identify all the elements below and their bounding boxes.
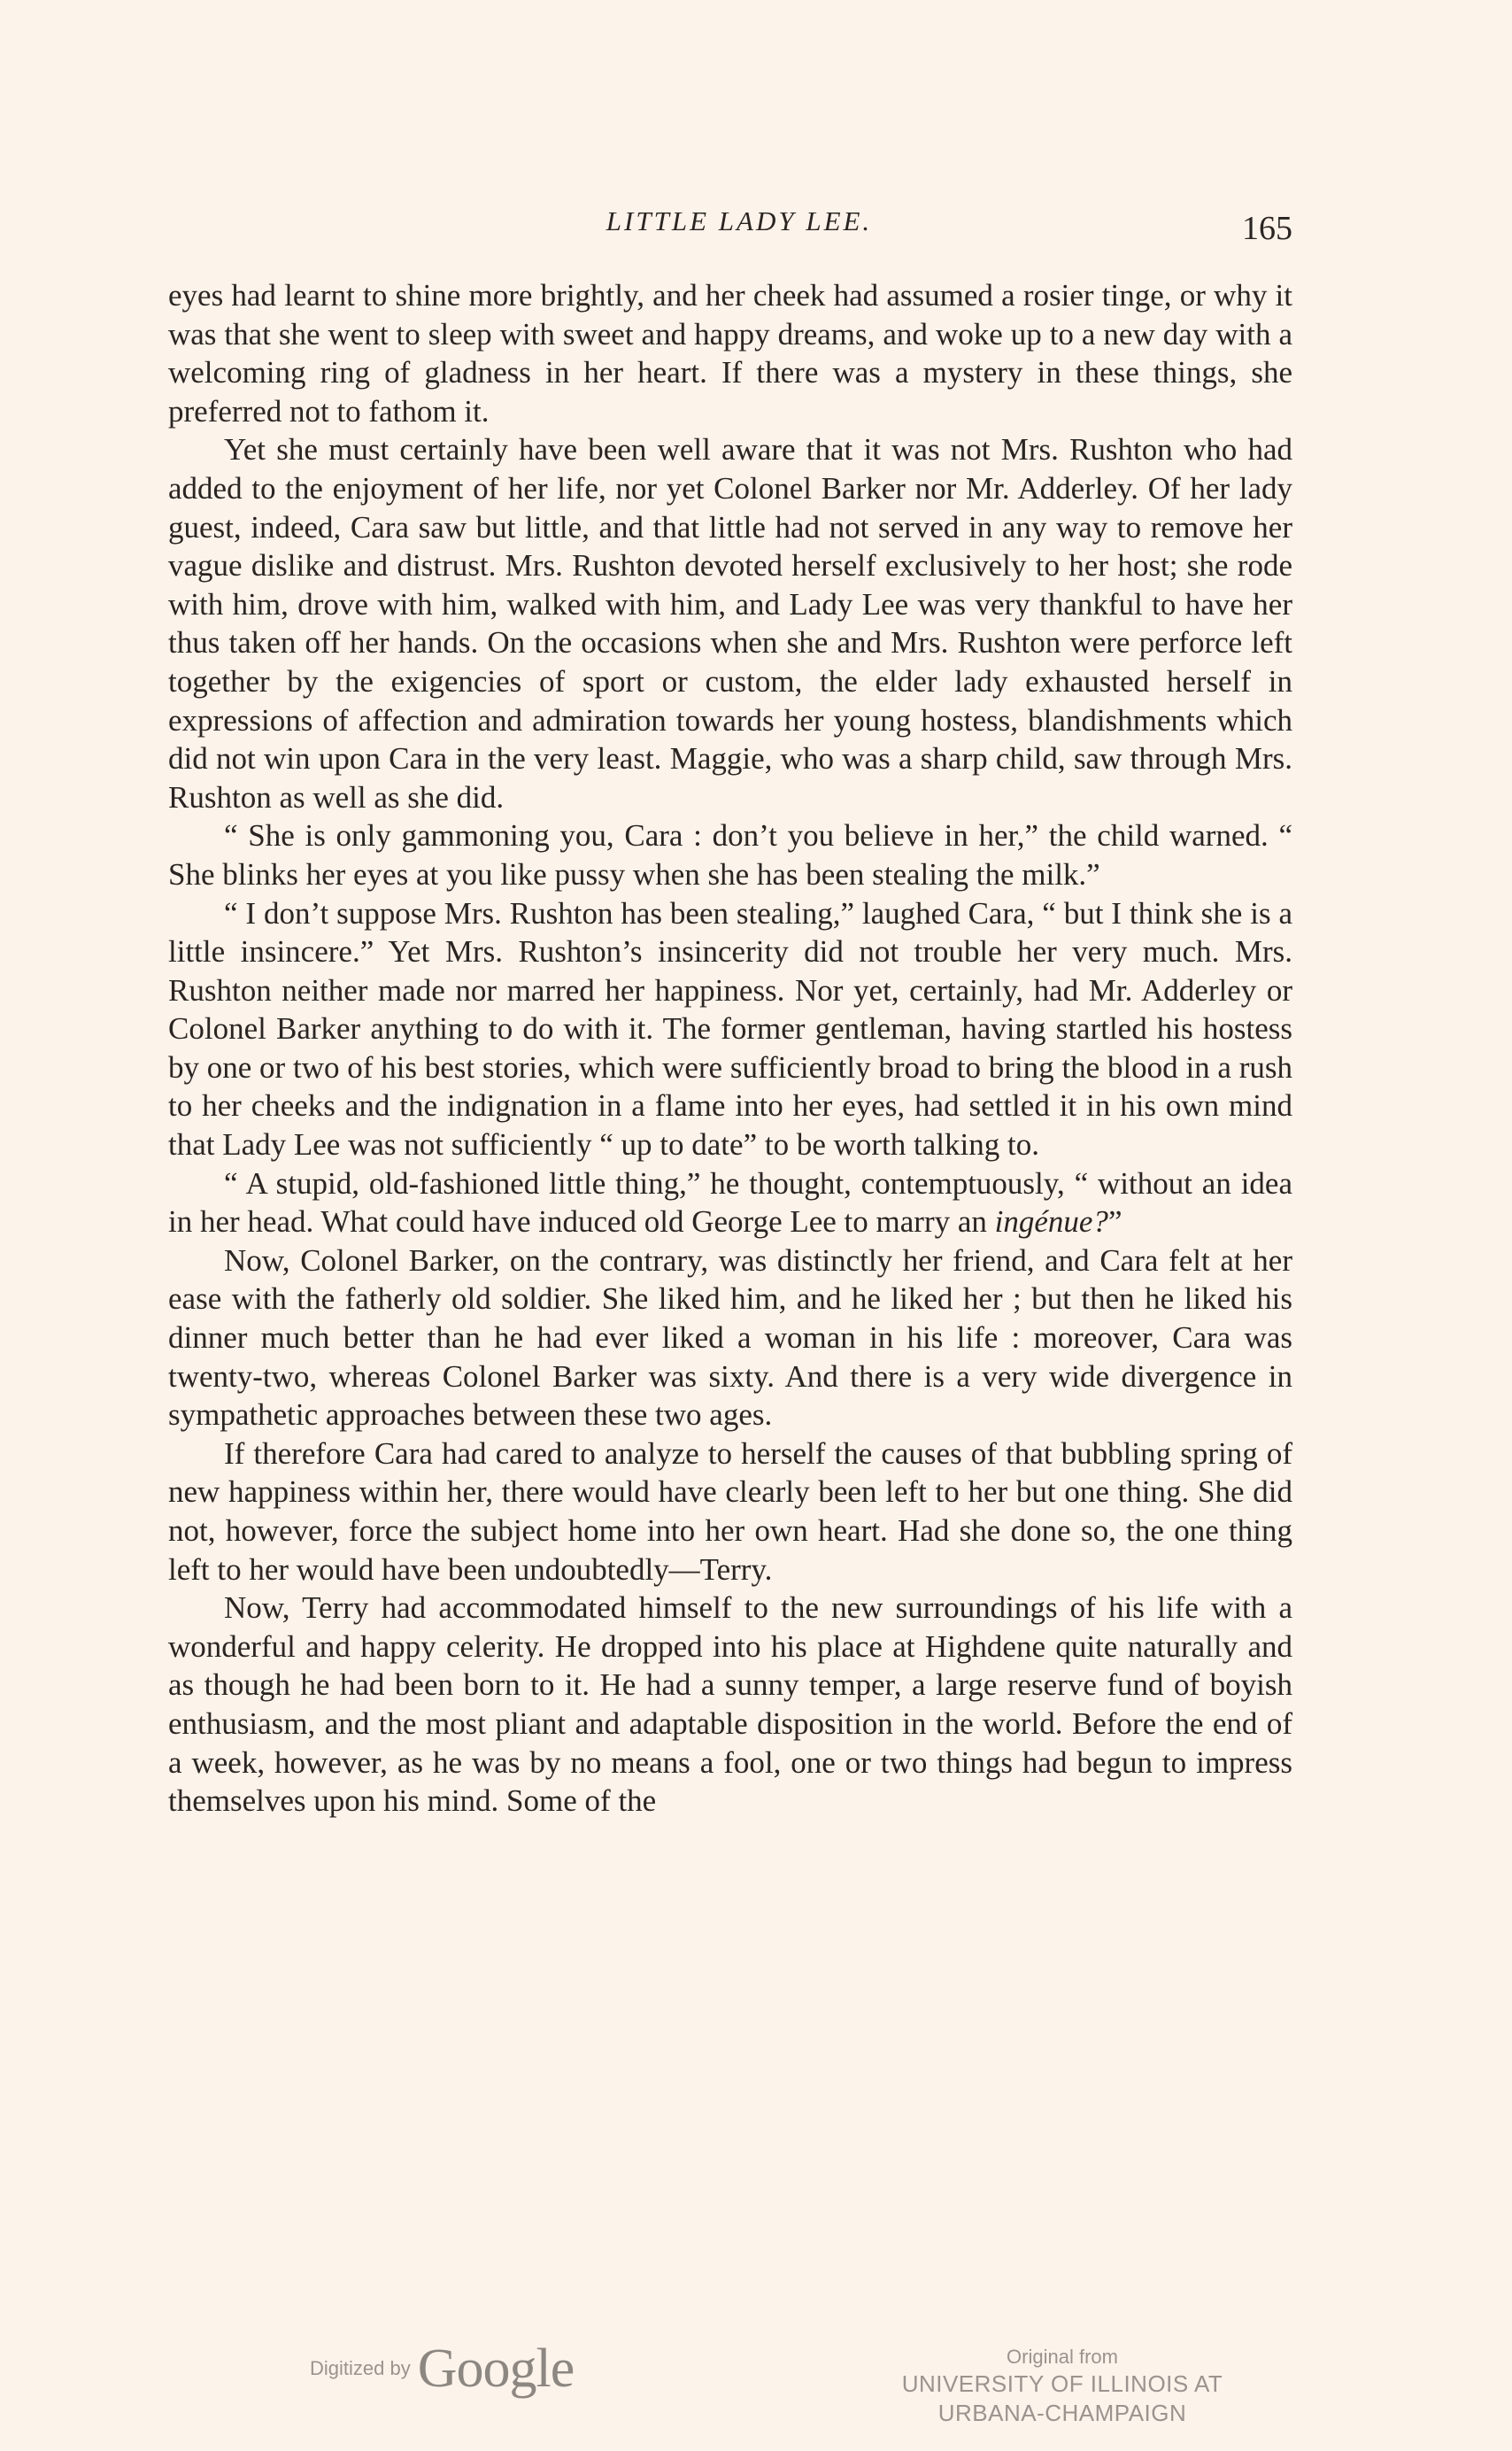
paragraph: “ She is only gammoning you, Cara : don’t you believe in her,” the child warned. “ She blinks her eyes at you like pussy when she has been stealing the milk.” <box>168 818 1292 892</box>
digitized-by-watermark <box>310 2338 574 2400</box>
page-header <box>168 205 1292 250</box>
library-name-line1: UNIVERSITY OF ILLINOIS AT <box>901 2370 1223 2397</box>
digitized-by-label: Digitized by <box>310 2357 411 2379</box>
google-logo: Google <box>417 2339 575 2399</box>
paragraph: “ A stupid, old-fashioned little thing,” he thought, contemptuously, “ without an idea in her head. What could have induced old George Lee to marry an ingénue?” <box>168 1165 1292 1240</box>
paragraph: If therefore Cara had cared to analyze to herself the causes of that bubbling spring of new happiness within her, there would have clearly been left to her but one thing. She did not, however, force the subject home into her own heart. Had she done so, the one thing left to her would have been undoubtedly—Terry. <box>168 1435 1292 1587</box>
paragraph: Now, Colonel Barker, on the contrary, was distinctly her friend, and Cara felt at her ease with the fatherly old soldier. She liked him, and he liked her ; but then he liked his dinner much better than he had ever liked a woman in his life : moreover, Cara was twenty-two, whereas Colonel Barker was sixty. And there is a very wide divergence in sympathetic approaches between these two ages. <box>168 1242 1292 1433</box>
original-from-label: Original from <box>1007 2346 1118 2368</box>
paragraph: Now, Terry had accommodated himself to the new surroundings of his life with a wonderful and happy celerity. He dropped into his place at Highdene quite naturally and as though he had been born to it. He had a sunny temper, a large reserve fund of boyish enthusiasm, and the most pliant and adaptable disposition in the world. Before the end of a week, however, as he was by no means a fool, one or two things had begun to impress themselves upon his mind. Some of the <box>168 1590 1292 1819</box>
page-number: 165 <box>1242 210 1292 247</box>
library-name-line2: URBANA-CHAMPAIGN <box>937 2400 1187 2426</box>
paragraph: “ I don’t suppose Mrs. Rushton has been stealing,” laughed Cara, “ but I think she is a little insincere.” Yet Mrs. Rushton’s insincerity did not trouble her very much. Mrs. Rushton neither made nor marred her happiness. Nor yet, certainly, had Mr. Adderley or Colonel Barker anything to do with it. The former gentleman, having startled his hostess by one or two of his best stories, which were sufficiently broad to bring the blood in a rush to her cheeks and the indignation in a flame into her eyes, had settled it in his own mind that Lady Lee was not sufficiently “ up to date” to be worth talking to. <box>168 895 1292 1163</box>
paragraph: Yet she must certainly have been well aware that it was not Mrs. Rushton who had added to the enjoyment of her life, nor yet Colonel Barker nor Mr. Adderley. Of her lady guest, indeed, Cara saw but little, and that little had not served in any way to remove her vague dislike and distrust. Mrs. Rushton devoted herself exclusively to her host; she rode with him, drove with him, walked with him, and Lady Lee was very thankful to have her thus taken off her hands. On the occasions when she and Mrs. Rushton were perforce left together by the exigencies of sport or custom, the elder lady exhausted herself in expressions of affection and admiration towards her young hostess, blandishments which did not win upon Cara in the very least. Maggie, who was a sharp child, saw through Mrs. Rushton as well as she did. <box>168 432 1292 815</box>
source-library-watermark <box>885 2345 1239 2428</box>
running-title: LITTLE LADY LEE. <box>606 205 873 236</box>
body-text <box>168 276 1292 1821</box>
paragraph: eyes had learnt to shine more brightly, and her cheek had assumed a rosier tinge, or why it was that she went to sleep with sweet and happy dreams, and woke up to a new day with a welcoming ring of gladness in her heart. If there was a mystery in these things, she preferred not to fathom it. <box>168 278 1292 429</box>
